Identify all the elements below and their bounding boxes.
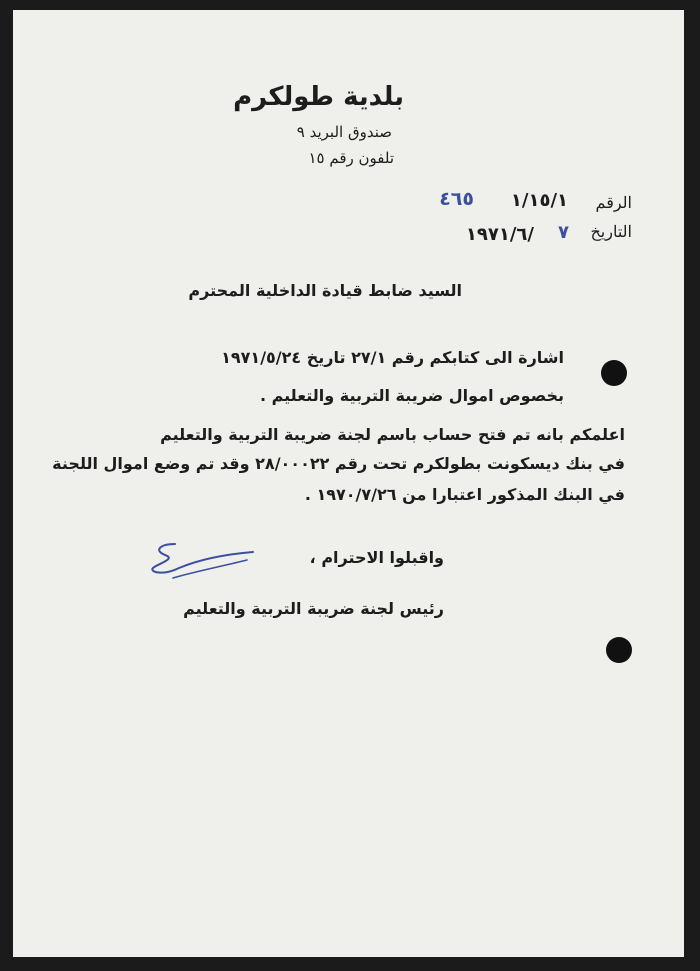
letter-page — [13, 10, 684, 957]
closing-salutation: واقبلوا الاحترام ، — [309, 548, 444, 567]
date-typed: ١٩٧١/٦/ — [465, 224, 534, 245]
reference-number-typed: ١/١٥/١ — [510, 190, 568, 211]
body-line: اشارة الى كتابكم رقم ٢٧/١ تاريخ ١٩٧١/٥/٢٤ — [221, 348, 564, 367]
body-line: في بنك ديسكونت بطولكرم تحت رقم ٢٨/٠٠٠٢٢ وقد تم وضع اموال اللجنة — [52, 454, 625, 473]
handwritten-signature — [143, 538, 263, 588]
signer-title: رئيس لجنة ضريبة التربية والتعليم — [183, 599, 444, 618]
date-day-handwritten: ٧ — [558, 222, 569, 243]
reference-number-handwritten: ٤٦٥ — [439, 188, 474, 210]
body-line: بخصوص اموال ضريبة التربية والتعليم . — [259, 386, 564, 405]
letterhead-phone: تلفون رقم ١٥ — [308, 149, 394, 167]
punch-hole — [601, 360, 627, 386]
date-label: التاريخ — [590, 222, 632, 241]
letterhead-title: بلدية طولكرم — [233, 82, 404, 112]
body-line: في البنك المذكور اعتبارا من ١٩٧٠/٧/٢٦ . — [304, 485, 625, 504]
letterhead-po-box: صندوق البريد ٩ — [296, 123, 392, 141]
body-line: اعلمكم بانه تم فتح حساب باسم لجنة ضريبة التربية والتعليم — [160, 425, 625, 444]
addressee: السيد ضابط قيادة الداخلية المحترم — [188, 281, 462, 300]
reference-label: الرقم — [595, 193, 632, 212]
punch-hole — [606, 637, 632, 663]
